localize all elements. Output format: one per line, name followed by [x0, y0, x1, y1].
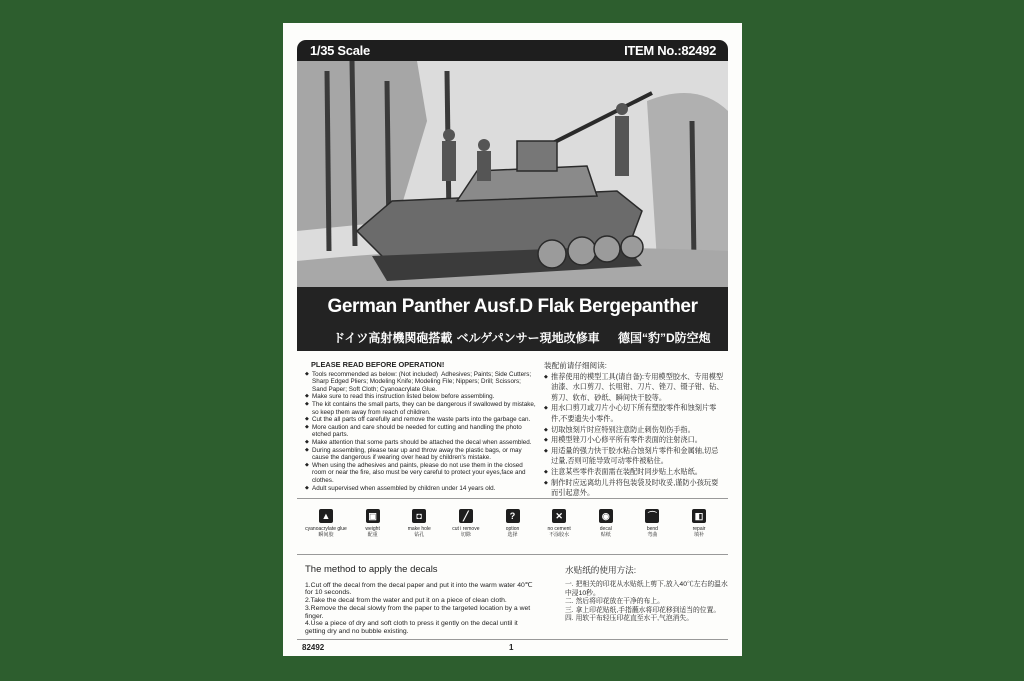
symbol-cut-remove: ╱ cut i remove 切除: [452, 511, 480, 538]
instruction-sheet: [283, 23, 742, 656]
note-item: ◆ Cut the all parts off carefully and remove the waste parts into the garbage can.: [305, 416, 537, 424]
header-bar: [297, 40, 728, 61]
operation-notes-heading-cn: 装配前请仔细阅读:: [544, 361, 607, 370]
title-japanese: ドイツ高射機関砲搭載 ベルゲパンサー現地改修車: [333, 331, 600, 345]
decal-step: 4.Use a piece of dry and soft cloth to press it gently on the decal until it getting dry and no bubble existing.: [305, 620, 518, 635]
drill-icon: ◘: [412, 509, 426, 523]
decal-method-heading-cn: 水贴纸的使用方法:: [565, 565, 637, 575]
decal-step-cn: 二. 然后将印花放在干净的布上。: [565, 598, 664, 606]
decal-method-heading: The method to apply the decals: [305, 564, 438, 575]
symbol-option: ? option 选择: [505, 511, 520, 538]
weight-icon: ▣: [366, 509, 380, 523]
bend-icon: ⌒: [645, 509, 659, 523]
note-item-cn: ◆ 用适量的强力快干胶水粘合蚀刻片零件和金属轴,切忌过量,否则可能导致可动零件被粘住。: [544, 446, 724, 467]
note-item: ◆ Make sure to read this instruction listed below before assembling.: [305, 393, 537, 401]
operation-notes-english: [305, 361, 537, 492]
decal-step: 3.Remove the decal slowly from the paper to the targeted location by a wet finger.: [305, 604, 531, 620]
note-item: ◆ When using the adhesives and paints, please do not use them in the closed room or near the fire, also must be very careful to protect your eyes,face and clothes.: [305, 462, 537, 485]
symbol-decal: ◉ decal 贴纸: [599, 511, 612, 538]
decal-step: 2.Take the decal from the water and put it on a piece of clean cloth.: [305, 597, 507, 605]
note-item: ◆ Adult supervised when assembled by children under 14 years old.: [305, 485, 537, 493]
note-item-cn: ◆ 用水口剪刀或刀片小心切下所有塑胶零件和蚀刻片零件,不要遗失小零件。: [544, 403, 724, 424]
operation-notes-heading: PLEASE READ BEFORE OPERATION!: [311, 360, 445, 369]
divider: [297, 639, 728, 640]
no-cement-icon: ✕: [552, 509, 566, 523]
symbol-make-hole: ◘ make hole 钻孔: [407, 511, 431, 538]
decal-icon: ◉: [599, 509, 613, 523]
box-art-illustration: [297, 61, 728, 287]
note-item-cn: ◆ 用模型锉刀小心修平所有零件表面的注射浇口。: [544, 435, 724, 446]
page-number: 1: [509, 643, 514, 652]
decal-step-cn: 四. 用软干布轻压印花直至水干,气泡消失。: [565, 615, 694, 623]
scale-label: 1/35 Scale: [310, 43, 370, 58]
decal-method-chinese: [565, 566, 730, 623]
decal-step: 1.Cut off the decal from the decal paper and put it into the warm water 40℃ for 10 seconds.: [305, 581, 533, 597]
note-item: ◆ The kit contains the small parts, they can be dangerous if swallowed by mistake, so keep them away from reach of children.: [305, 401, 537, 416]
note-item-cn: ◆ 推荐使用的模型工具(请自备):专用模型胶水、专用模型油漆、水口剪刀、长咀钳、刀片、锉刀、镊子钳、钻、剪刀、软布、砂纸、瞬间快干胶等。: [544, 372, 724, 404]
operation-notes-chinese: [544, 361, 724, 499]
decal-method-english: [305, 566, 537, 636]
symbol-weight: ▣ weight 配重: [365, 511, 380, 538]
note-item: ◆ Make attention that some parts should be attached the decal when assembled.: [305, 439, 537, 447]
item-number: ITEM No.:82492: [624, 43, 716, 58]
glue-icon: ▲: [319, 509, 333, 523]
note-item-cn: ◆ 注意某些零件表面需在装配时同步贴上水贴纸。: [544, 467, 724, 478]
question-icon: ?: [506, 509, 520, 523]
note-item-cn: ◆ 制作时应远离幼儿并将包装袋及时收妥,谨防小孩玩耍而引起意外。: [544, 478, 724, 499]
note-item-cn: ◆ 切取蚀刻片时应特别注意防止刺伤划伤手指。: [544, 425, 724, 436]
symbol-no-cement: ✕ no cement 不涂胶水: [547, 511, 571, 538]
note-item: ◆ More caution and care should be needed for cutting and handling the photo etched parts.: [305, 424, 537, 439]
note-item: ◆ Tools recommended as below: (Not included) Adhesives; Paints; Side Cutters; Sharp Edged Pliers; Modeling Knife; Modeling File; Nippers; Drill; Scissors; Sand Paper; Soft Cloth; Cyanoacrylate Glue.: [305, 371, 537, 394]
title-chinese: 德国“豹”D防空炮: [618, 331, 711, 345]
title-banner: [297, 287, 728, 351]
divider: [297, 554, 728, 555]
repair-icon: ◧: [692, 509, 706, 523]
decal-step-cn: 一. 把相关的印花从水贴纸上剪下,放入40℃左右的温水中浸10秒。: [565, 581, 728, 597]
symbol-bend: ⌒ bend 弯曲: [646, 511, 658, 538]
symbol-legend: [303, 509, 722, 545]
tank-illustration: [297, 61, 728, 287]
symbol-cyanoacrylate-glue: ▲ cyanoacrylate glue 瞬间胶: [305, 511, 347, 538]
decal-step-cn: 三. 拿上印花贴纸,手指蘸水将印花移到适当的位置。: [565, 606, 721, 614]
footer-code: 82492: [302, 643, 325, 652]
title-english: German Panther Ausf.D Flak Bergepanther: [327, 296, 698, 317]
divider: [297, 498, 728, 499]
symbol-repair: ◧ repair 填补: [692, 511, 706, 538]
note-item: ◆ During assembling, please tear up and throw away the plastic bags, or may cause the dangerous if wearing over head by children's mistake.: [305, 447, 537, 462]
knife-icon: ╱: [459, 509, 473, 523]
